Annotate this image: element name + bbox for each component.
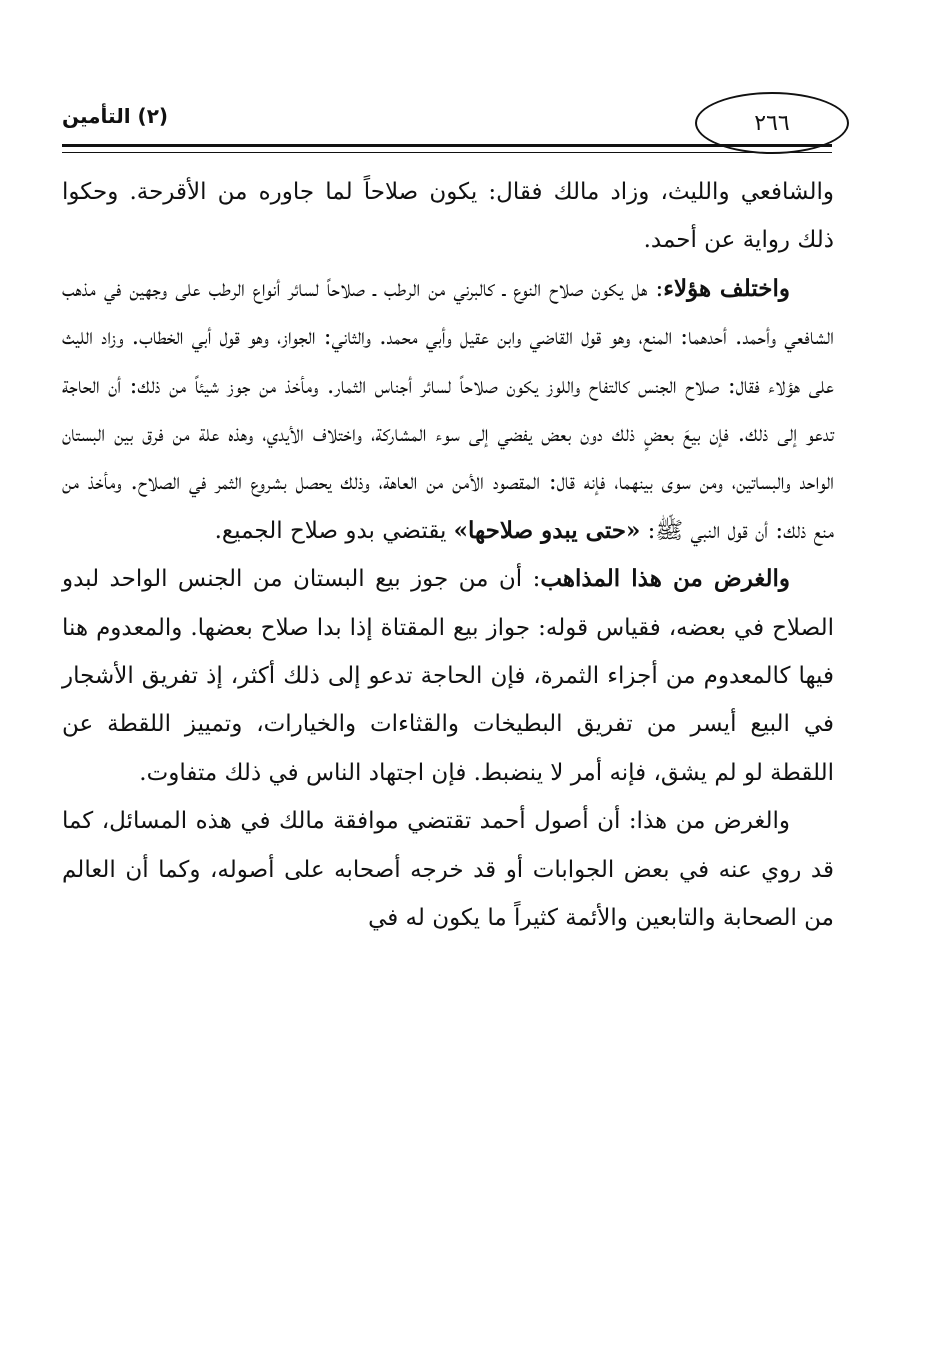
paragraph-lead: واختلف هؤلاء — [663, 274, 790, 302]
paragraph-text: والشافعي والليث، وزاد مالك فقال: يكون صلاحاً لما جاوره من الأقرحة. وحكوا ذلك رواية عن أحمد. — [62, 179, 834, 254]
paragraph-tail: يقتضي بدو صلاح الجميع. — [214, 517, 454, 544]
page-header — [62, 92, 832, 156]
header-rule-thin — [62, 152, 832, 153]
page-number: ٢٦٦ — [754, 110, 790, 136]
paragraph — [62, 168, 834, 265]
paragraph-text: : هل يكون صلاح النوع ـ كالبرني من الرطب ـ صلاحاً لسائر أنواع الرطب على وجهين في مذهب الشافعي وأحمد. أحدهما: المنع، وهو قول القاضي وابن عقيل وأبي محمد. والثاني: الجواز، وهو قول أبي الخطاب. وزاد الليث على هؤلاء فقال: صلاح الجنس كالتفاح واللوز يكون صلاحاً لسائر أجناس الثمار. ومأخذ من جوز شيئاً من ذلك: أن الحاجة تدعو إلى ذلك. فإن بيعَ بعضٍ ذلك دون بعض يفضي إلى سوء المشاركة، واختلاف الأيدي، وهذه علة من فرق بين البستان الواحد والبساتين، ومن سوى بينهما، فإنه قال: المقصود الأمن من العاهة، وذلك يحصل بشروع الثمر في الصلاح. ومأخذ من منع ذلك: أن قول النبي ﷺ: — [62, 275, 834, 544]
body-text — [62, 168, 834, 943]
paragraph-text: والغرض من هذا: أن أصول أحمد تقتضي موافقة مالك في هذه المسائل، كما قد روي عنه في بعض الجوابات أو قد خرجه أصحابه على أصوله، وكما أن العالم من الصحابة والتابعين والأئمة كثيراً ما يكون له في — [62, 808, 834, 932]
hadith-quote: «حتى يبدو صلاحها» — [453, 516, 641, 544]
paragraph — [62, 555, 834, 797]
paragraph-text: : أن من جوز بيع البستان من الجنس الواحد لبدو الصلاح في بعضه، فقياس قوله: جواز بيع المقتاة إذا بدا صلاح بعضها. والمعدوم هنا فيها كالمعدوم من أجزاء الثمرة، فإن الحاجة تدعو إلى ذلك أكثر، إذ تفريق الأشجار في البيع أيسر من تفريق البطيخات والقثاءات والخيارات، وتمييز اللقطة عن اللقطة لو لم يشق، فإنه أمر لا ينضبط. فإن اجتهاد الناس في ذلك متفاوت. — [62, 566, 834, 786]
paragraph — [62, 265, 834, 555]
running-head: (٢) التأمين — [62, 104, 169, 128]
paragraph-lead: والغرض من هذا المذاهب — [540, 565, 790, 593]
header-rule-thick — [62, 144, 832, 147]
paragraph — [62, 797, 834, 942]
